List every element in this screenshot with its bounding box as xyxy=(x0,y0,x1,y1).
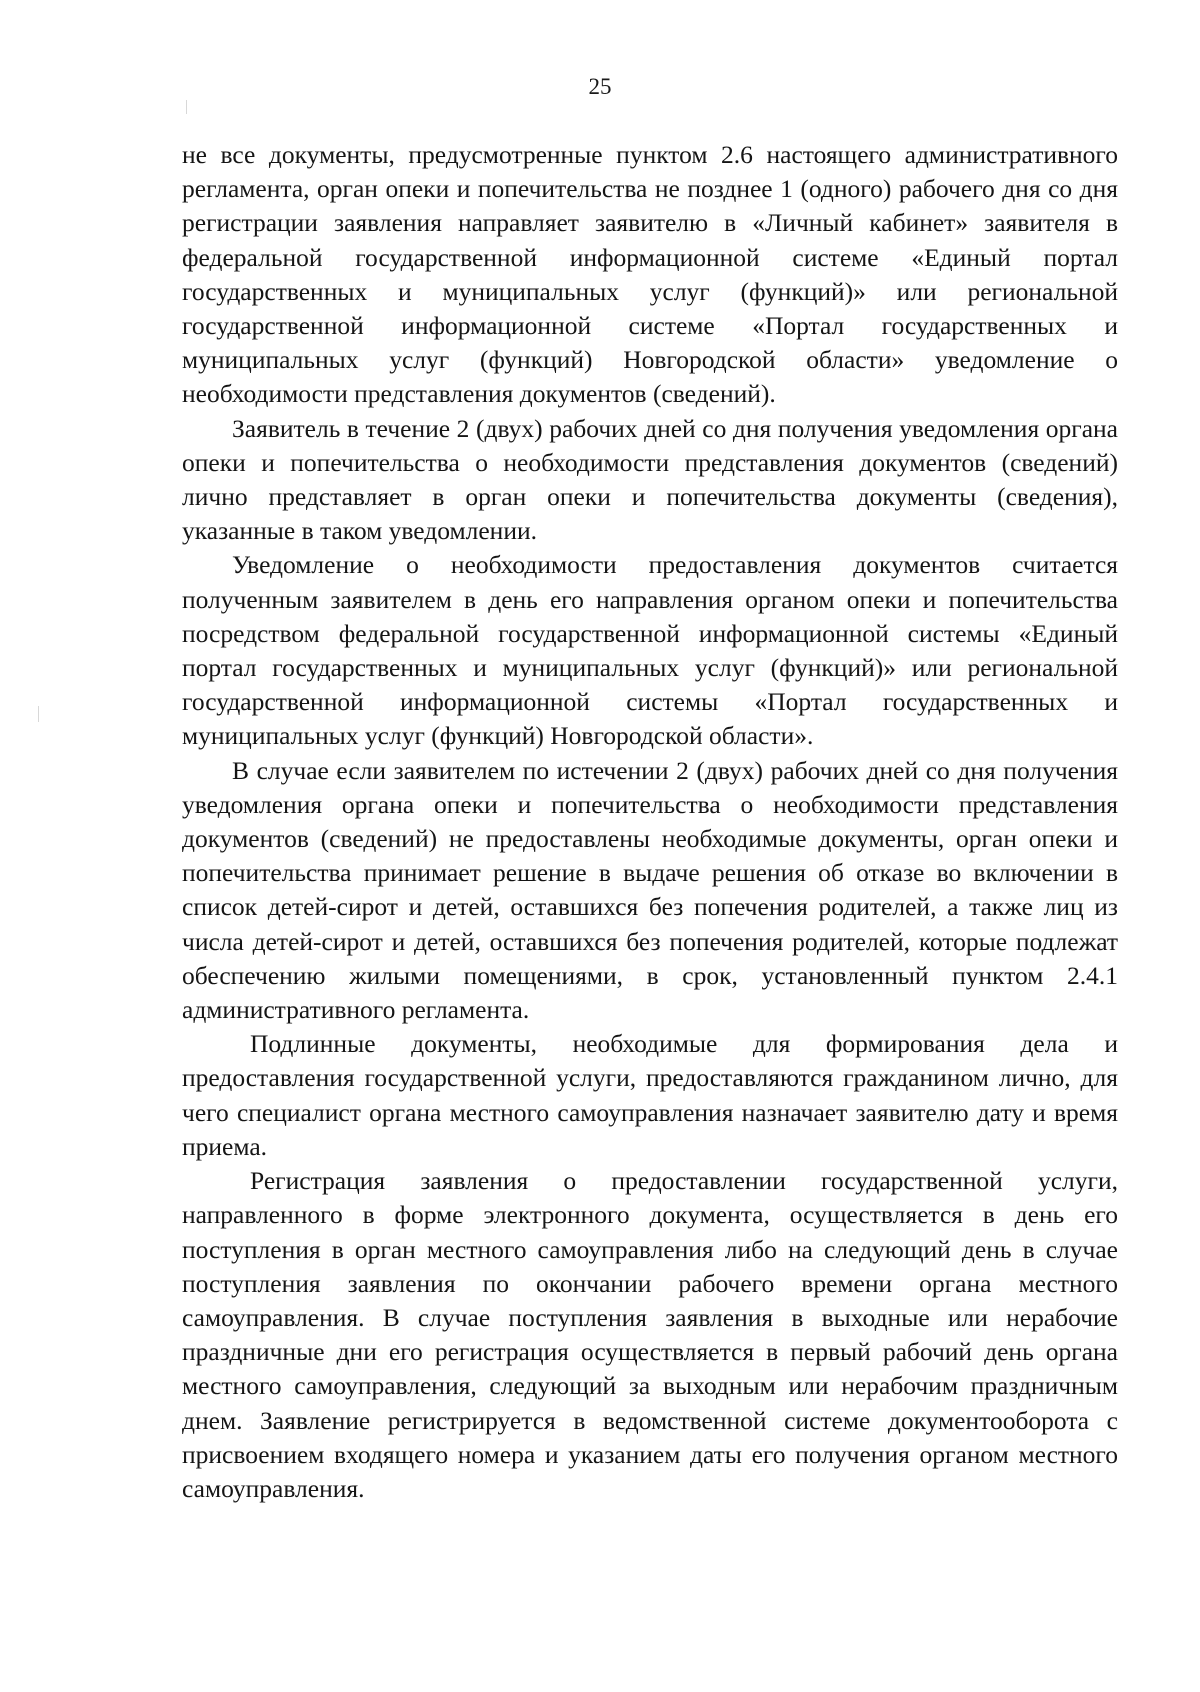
scan-artifact-line xyxy=(38,706,39,722)
page-number: 25 xyxy=(588,74,612,99)
scan-artifact-line xyxy=(186,100,187,114)
paragraph: Заявитель в течение 2 (двух) рабочих дней со дня получения уведомления органа опеки и попечительства о необходимости представления документов (сведений) лично представляет в орган опеки и попечительства документы (сведения), указанные в таком уведомлении. xyxy=(182,413,1118,546)
document-body xyxy=(182,138,1118,1506)
paragraph: Подлинные документы, необходимые для формирования дела и предоставления государственной услуги, предоставляются гражданином лично, для чего специалист органа местного самоуправления назначает заявителю дату и время приема. xyxy=(182,1029,1118,1161)
paragraph: В случае если заявителем по истечении 2 (двух) рабочих дней со дня получения уведомления органа опеки и попечительства о необходимости представления документов (сведений) не предоставлены необходимые документы, орган опеки и попечительства принимает решение в выдаче решения об отказе во включении в список детей-сирот и детей, оставшихся без попечения родителей, а также лиц из числа детей-сирот и детей, оставшихся без попечения родителей, которые подлежат обеспечению жилыми помещениями, в срок, установленный пунктом 2.4.1 административного регламента. xyxy=(182,755,1118,1025)
paragraph: Регистрация заявления о предоставлении государственной услуги, направленного в форме электронного документа, осуществляется в день его поступления в орган местного самоуправления либо на следующий день в случае поступления заявления по окончании рабочего времени органа местного самоуправления. В случае поступления заявления в выходные или нерабочие праздничные дни его регистрация осуществляется в первый рабочий день органа местного самоуправления, следующий за выходным или нерабочим праздничным днем. Заявление регистрируется в ведомственной системе документооборота с присвоением входящего номера и указанием даты его получения органом местного самоуправления. xyxy=(182,1166,1118,1503)
paragraph: Уведомление о необходимости предоставления документов считается полученным заявителем в день его направления органом опеки и попечительства посредством федеральной государственной информационной системы «Единый портал государственных и муниципальных услуг (функций)» или региональной государственной информационной системы «Портал государственных и муниципальных услуг (функций) Новгородской области». xyxy=(182,550,1118,751)
paragraph: не все документы, предусмотренные пунктом 2.6 настоящего административного регламента, орган опеки и попечительства не позднее 1 (одного) рабочего дня со дня регистрации заявления направляет заявителю в «Личный кабинет» заявителя в федеральной государственной информационной системе «Единый портал государственных и муниципальных услуг (функций)» или региональной государственной информационной системе «Портал государственных и муниципальных услуг (функций) Новгородской области» уведомление о необходимости представления документов (сведений). xyxy=(182,140,1118,409)
